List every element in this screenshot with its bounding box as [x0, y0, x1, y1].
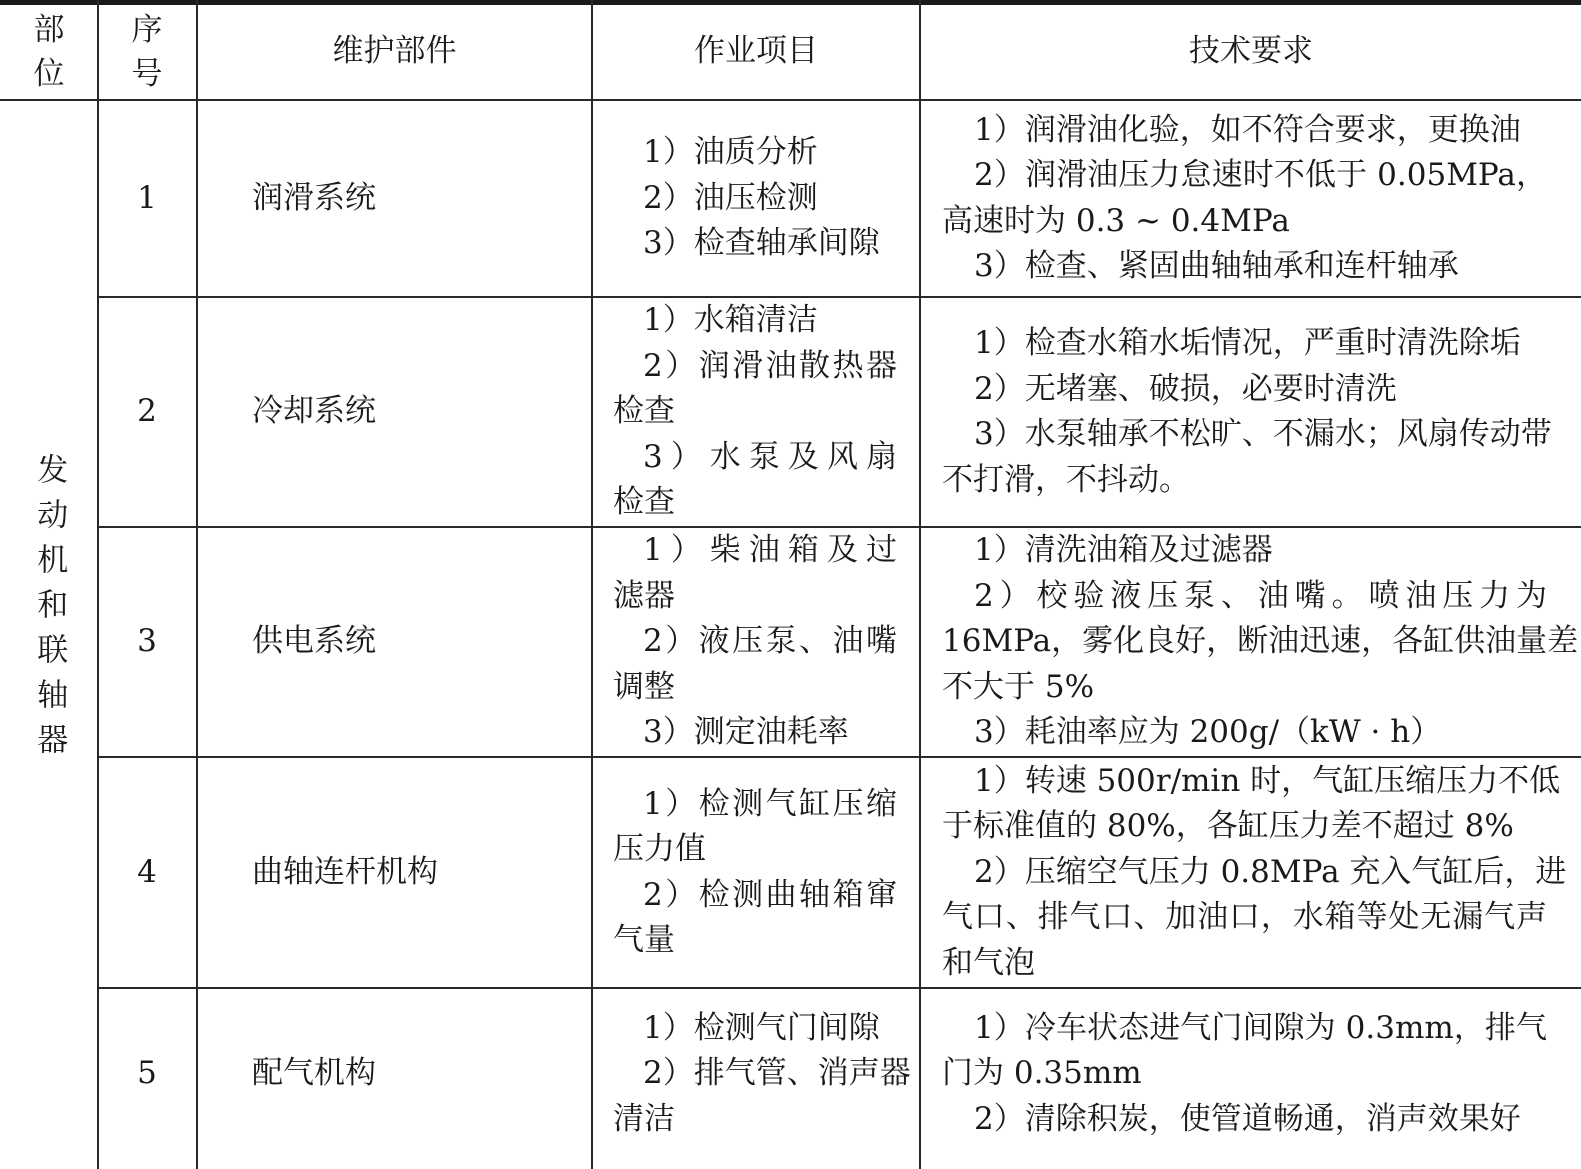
requirement-line: 1）润滑油化验，如不符合要求，更换油 [974, 111, 1521, 148]
operation-line: 2）液压泵、油嘴 [643, 623, 897, 660]
operation-line: 气量 [613, 922, 675, 958]
requirement-line: 1）转速 500r/min 时，气缸压缩压力不低 [974, 762, 1561, 799]
operation-line: 3）检查轴承间隙 [643, 225, 880, 262]
part-cell [0, 101, 97, 1169]
header-operation [593, 5, 919, 99]
seq-cell [98, 101, 196, 296]
component-cell [198, 528, 591, 756]
component-name: 配气机构 [252, 1055, 376, 1092]
header-part-cell [0, 5, 98, 99]
operation-line: 1）水箱清洁 [643, 302, 818, 339]
header-seq-char: 号 [131, 56, 163, 92]
requirement-cell [921, 298, 1581, 526]
requirement-line: 2）清除积炭，使管道畅通，消声效果好 [974, 1100, 1521, 1137]
part-label: 发动机和联轴器 [31, 452, 68, 768]
seq-cell [98, 989, 196, 1159]
seq-number: 2 [137, 393, 157, 430]
requirement-line: 3）水泵轴承不松旷、不漏水；风扇传动带 [974, 416, 1552, 452]
requirement-line: 不打滑，不抖动。 [942, 461, 1190, 498]
seq-number: 1 [137, 179, 157, 216]
component-name: 冷却系统 [252, 393, 376, 430]
requirement-line: 不大于 5% [942, 668, 1095, 705]
requirement-line: 3）耗油率应为 200g/（kW · h） [974, 714, 1442, 751]
component-cell [198, 989, 591, 1159]
component-name: 润滑系统 [252, 179, 376, 216]
requirement-line: 和气泡 [942, 944, 1035, 981]
operation-line: 检查 [613, 393, 675, 430]
seq-cell [98, 758, 196, 987]
header-part-char: 部 [33, 12, 65, 48]
seq-cell [98, 298, 196, 526]
requirement-cell [921, 989, 1581, 1159]
requirement-line: 3）检查、紧固曲轴轴承和连杆轴承 [974, 248, 1459, 284]
component-cell [198, 758, 591, 987]
operation-line: 1）油质分析 [643, 134, 818, 171]
seq-number: 3 [137, 623, 157, 660]
header-component [198, 5, 591, 99]
component-name: 曲轴连杆机构 [252, 853, 438, 890]
operation-line: 1）检测气缸压缩 [643, 785, 897, 822]
header-component-label: 维护部件 [332, 33, 457, 70]
operation-line: 1）检测气门间隙 [643, 1009, 880, 1046]
requirement-cell [921, 758, 1581, 987]
requirement-line: 2）润滑油压力怠速时不低于 0.05MPa， [974, 157, 1547, 193]
requirement-cell [921, 101, 1581, 296]
operation-cell [593, 758, 919, 987]
operation-line: 调整 [613, 668, 675, 705]
component-cell [198, 101, 591, 296]
header-requirement [921, 5, 1581, 99]
requirement-line: 2）压缩空气压力 0.8MPa 充入气缸后，进 [974, 853, 1567, 890]
operation-line: 2）油压检测 [643, 179, 818, 216]
requirement-line: 2）无堵塞、破损，必要时清洗 [974, 370, 1397, 407]
requirement-line: 1）冷车状态进气门间隙为 0.3mm，排气 [974, 1009, 1547, 1046]
operation-cell [593, 989, 919, 1159]
operation-cell [593, 298, 919, 526]
operation-line: 清洁 [613, 1100, 675, 1137]
requirement-line: 16MPa，雾化良好，断油迅速，各缸供油量差 [942, 623, 1579, 660]
requirement-line: 2）校验液压泵、油嘴。喷油压力为 [974, 577, 1547, 614]
operation-line: 3）测定油耗率 [643, 714, 849, 751]
operation-line: 2）排气管、消声器 [643, 1055, 911, 1092]
operation-line: 滤器 [613, 577, 675, 614]
operation-line: 2）检测曲轴箱窜 [643, 876, 897, 913]
requirement-line: 1）清洗油箱及过滤器 [974, 532, 1273, 569]
requirement-line: 1）检查水箱水垢情况，严重时清洗除垢 [974, 325, 1521, 361]
header-seq-cell [98, 5, 196, 99]
requirement-line: 气口、排气口、加油口，水箱等处无漏气声 [942, 899, 1547, 936]
header-part-char: 位 [33, 56, 65, 92]
seq-number: 4 [137, 853, 157, 890]
requirement-cell [921, 528, 1581, 756]
header-seq-char: 序 [131, 12, 163, 48]
operation-line: 2）润滑油散热器 [643, 347, 897, 384]
seq-cell [98, 528, 196, 756]
operation-line: 3）水泵及风扇 [643, 438, 897, 475]
seq-number: 5 [137, 1055, 157, 1092]
operation-cell [593, 528, 919, 756]
operation-cell [593, 101, 919, 296]
operation-line: 1）柴油箱及过 [643, 532, 897, 569]
component-cell [198, 298, 591, 526]
requirement-line: 于标准值的 80%，各缸压力差不超过 8% [942, 808, 1514, 845]
operation-line: 检查 [613, 484, 675, 521]
header-requirement-label: 技术要求 [1189, 33, 1313, 70]
header-operation-label: 作业项目 [694, 33, 818, 70]
operation-line: 压力值 [613, 831, 706, 867]
requirement-line: 门为 0.35mm [942, 1055, 1142, 1092]
component-name: 供电系统 [252, 623, 376, 660]
requirement-line: 高速时为 0.3 ~ 0.4MPa [942, 202, 1290, 239]
